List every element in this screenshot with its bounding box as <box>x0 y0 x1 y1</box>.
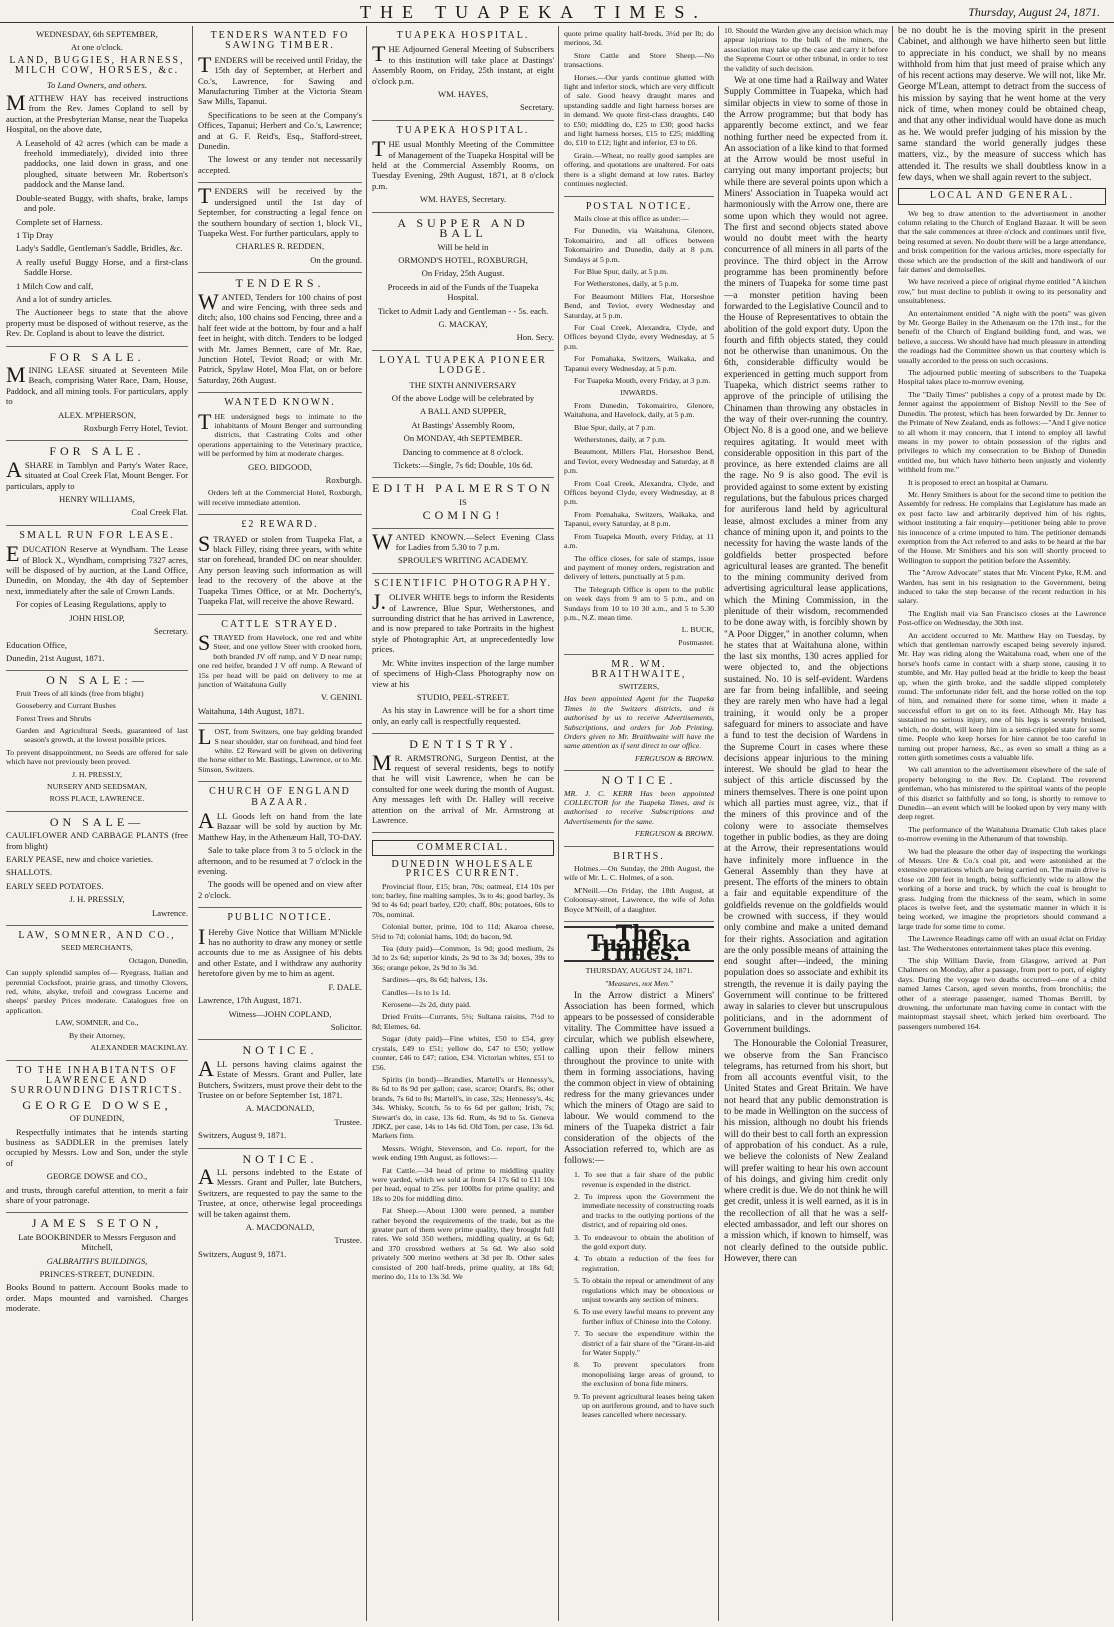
advert-body: ALL Goods left on hand from the late Bazaar will be sold by auction by Mr. Matthew Hay, in the Athenæum Hall, TO-DAY. <box>198 808 362 842</box>
advert-heading: TENDERS. <box>235 276 325 291</box>
advert-role: Postmaster. <box>678 637 714 647</box>
advert-mining-lease <box>6 347 188 442</box>
advert-cattle-strayed <box>198 615 362 725</box>
advert-body: THE usual Monthly Meeting of the Committee of Management of the Tuapeka Hospital will be held at the Commercial Assembly Rooms, on Tuesday Evening, 29th August, 1871, at 8 o'clock p.m. <box>372 136 554 191</box>
mail-inward: From Tuapeka Mouth, every Friday, at 11 a.m. <box>564 531 714 551</box>
advert-plants-seeds <box>6 812 188 926</box>
advert-body-2: For copies of Leasing Regulations, apply to <box>16 599 167 610</box>
advert-note: The Auctioneer begs to state that the above property must be disposed of without reserve, as the Rev. Dr. Copland is about to leave the district. <box>6 307 188 339</box>
advert-address: ROSS PLACE, LAWRENCE. <box>49 794 145 804</box>
advert-line: On Friday, 25th August. <box>421 268 505 279</box>
editorial-paragraph: We at one time had a Railway and Water Supply Committee in Tuapeka, which had similar objects in view to some of those in the Arrow programme; but that body has apparently become extinct, and we fear nothing further need be expected from it. An association of a like kind to that formed at the Arrow would be most useful in carrying out many important projects; but while there are several points upon which a Miners' Association in Tuapeka would act harmoniously with the Arrow one, there are some upon which they would not agree. The first and second objects stated above would no doubt meet with the hearty concurrence of all miners in all parts of the province. The third object in the Arrow programme has been prominently before the miners of Tuapeka for some time past—a monster petition having been forwarded to the Legislative Council and to the House of Representatives to obtain the abolition of the gold export duty. Upon the fourth and fifth objects stated, they could not be otherwise than unanimous. On the 6th, considerable difficulty would be experienced in getting much support from Tuapeka, which district seems rather to approve of the principle of utilising the Chinamen than throwing any obstacles in the way of their over-running the country. Object No. 8 is a good one, and we believe requires agitating. It would meet with considerable opposition in this part of the province, as here extended claims are all the rage. No 9 is also good. The evil is provided against to some extent by existing regulations, but the fabulous prices charged for auriferous land held by agricultural lease, almost excludes a miner from any chance of mining upon it, and points to the necessity for having the waste lands of the goldfields better prospected before agricultural leases are granted. The benefit to the mining community derived from advertising agricultural lease applications, which the Mining Commission, in the plenitude of their wisdom, recommended to be done away with, is forcibly shown by "A Poor Digger," in another column, when he states that at Waitahuna alone, within the last six months, 130 acres applied for were objected to, and the objections sustained. No. 10 is self-evident. Wardens are far from being infallible, and seeing they are rarely men who have had a legal training, it would only be a proper safeguard for miners to associate and have a fund to test the decision of Wardens in the Supreme Court in cases where these decisions appear injurious to the mining interest. We should be glad to hear the subject of this article discussed by the miners themselves. There is one point upon which all parties must agree, viz., that if the miners of this province and of the colony were to associate themselves together in public bodies, as they are doing at the Arrow, their representations would have infinitely more influence in the General Assembly than they have at present. The efforts of the miners to obtain a fair and equitable expenditure of the goldfields revenue on the goldfields would be crowned with success, if they would only combine and make a united demand for their rights. Association and agitation are the only possible means of attaining the end sought after—indeed, the mining population does so associate and exhibit its strength, the revenue it is daily paying the Government will continue to be frittered away in salaries to clever but unscrupulous politicians, and in the adornment of Government buildings. <box>724 76 888 1035</box>
news-item: The "Arrow Advocate" states that Mr. Vincent Pyke, R.M. and Warden, has sent in his resignation to the Government, being induced to take the step because of the recent reduction in his salary. <box>898 568 1106 606</box>
advert-heading: ON SALE— <box>49 814 145 829</box>
advert-signature: JOHN HISLOP, <box>69 612 125 623</box>
advert-address: Roxburgh Ferry Hotel, Teviot. <box>83 423 188 433</box>
advert-nursery-trees <box>6 671 188 811</box>
advert-body: Can supply splendid samples of— Ryegrass, Italian and perennial Cocksfoot, prairie grass, and timothy Clovers, red, white, alsyke, trefoil and cowgrass Lucerne and sheeps' parsley Prices moderate. Catalogues free on application. <box>6 968 188 1015</box>
list-item: 7. To secure the expenditure within the district of a fair share of the "Grant-in-aid for Water Supply." <box>574 1329 714 1358</box>
price-paragraph: Sardines—qrs, 8s 6d; halves, 13s. <box>382 975 488 985</box>
advert-collector-kerr <box>564 771 714 846</box>
advert-signature: SPROULE'S WRITING ACADEMY. <box>398 555 528 566</box>
advert-line: THE SIXTH ANNIVERSARY <box>409 379 517 390</box>
list-item: Lady's Saddle, Gentleman's Saddle, Bridles, &c. <box>16 243 183 254</box>
advert-heading: NOTICE. <box>242 1043 318 1058</box>
list-item: 1. To see that a fair share of the public revenue is expended in the district. <box>574 1170 714 1189</box>
column-rule <box>366 26 367 1621</box>
advert-witness: Witness—JOHN COPLAND, <box>228 1008 332 1019</box>
list-item: 5. To obtain the repeal or amendment of any regulations which may be obnoxious or unjust towards any section of miners. <box>574 1276 714 1304</box>
advert-signature: CHARLES R. REDDEN, <box>235 241 325 252</box>
advert-veterinary <box>198 393 362 515</box>
advert-spec: Specifications to be seen at the Company's Offices, Tapanui; Herbert and Co.'s, Lawrence; and at G. F. Reid's, Esq., Stafford-street, Dunedin. <box>198 109 362 152</box>
advert-time: At one o'clock. <box>71 42 123 53</box>
advert-lost-gelding <box>198 724 362 782</box>
advert-line: At Bastings' Assembly Room, <box>411 419 515 430</box>
advert-heading: LAW, SOMNER, AND CO., <box>18 930 176 942</box>
advert-note: Orders left at the Commercial Hotel, Roxburgh, will receive immediate attention. <box>198 488 362 507</box>
price-paragraph: Fat Cattle.—34 head of prime to middling quality were yarded, which we sold at from £4 17s 6d to £11 10s per head, equal to 25s. per 100lbs for prime quality; and 18s to 20s for middling ditto. <box>372 1165 554 1203</box>
section-heading: COMMERCIAL. <box>372 840 554 855</box>
advert-body: MATTHEW HAY has received instructions from the Rev. James Copland to sell by auction, at the Presbyterian Manse, near the Tuapeka Hospital, on the above date, <box>6 90 188 135</box>
advert-body: WANTED, Tenders for 100 chains of post and wire Fencing, with three seds and ditch; also, 100 chains sod Fencing, three and a half feet wide at the bottom, by four and a half feet in height, with ditch. Tenders to be lodged with Mr. James Bennett, care of Mr. Rae, Junction Hotel, Teviot Road; or with Mr. Patrick, Spylaw Hotel, Moa Flat, on or before Saturday, 26th August. <box>198 288 362 385</box>
price-paragraph: Dried Fruits—Currants, 5½; Sultana raisins, 7½d to 8d; Elemes, 6d. <box>372 1012 554 1031</box>
price-paragraph: Candles—1s to 1s 1d. <box>382 987 451 997</box>
price-paragraph: Kerosene—2s 2d, duty paid. <box>382 1000 471 1010</box>
advert-notice-claims <box>198 1040 362 1148</box>
advert-reward-filley <box>198 515 362 614</box>
mail-outward: For Beaumont Millers Flat, Horseshoe Bend, and Teviot, every Wednesday and Saturday, at 5 p.m. <box>564 291 714 320</box>
advert-tenders-fencing <box>198 273 362 393</box>
advert-heading: FOR SALE. <box>49 349 145 364</box>
postal-notice <box>564 197 714 656</box>
mail-outward: For Dunedin, via Waitahuna, Glenore, Tokomairiro, and all offices between Tokomairiro and Dunedin, daily at 8 p.m. Sundays at 5 p.m. <box>564 226 714 264</box>
advert-address: PRINCES-STREET, DUNEDIN. <box>39 1269 155 1279</box>
advert-role: Hon. Secy. <box>516 332 554 343</box>
mail-outward: For Pomahaka, Switzers, Waikaka, and Tapanui every Wednesday, at 5 p.m. <box>564 354 714 373</box>
advert-body: IHereby Give Notice that William M'Nickle has no authority to draw any money or settle accounts due to me as Assignee of his debts and other Estate, and I withdraw any authority heretofore given by me to him as agent. <box>198 923 362 979</box>
advert-bazaar <box>198 782 362 908</box>
advert-signature: WM. HAYES, <box>437 89 489 100</box>
newspaper-title: THE TUAPEKA TIMES. <box>360 2 707 22</box>
advert-signature: A. MACDONALD, <box>245 1103 315 1114</box>
column-rule <box>558 26 559 1621</box>
news-item: The "Daily Times" publishes a copy of a protest made by Dr. Jenner against the appointment of Bishop Nevill to the See of Dunedin. The protest, which has been forwarded by Dr. Jenner to the Primate of New Zealand, ends as follows:—"And I give notice to all whom it may concern, that I intend to employ all lawful means in my power to obtain possession of the rights and privileges to which my consecration to be Bishop of Dunedin entitled me, but which have hitherto been unjustly and violently withheld from me." <box>898 389 1106 475</box>
editorial-paragraph: be no doubt he is the moving spirit in the present Cabinet, and although we have hitherto seen but little to appreciate in his conduct, we shall by no means withhold from him that just meed of praise which any of his recent actions may deserve. We will not, like Mr. George M'Lean, attempt to detract from the success of his mission by saying that he went home at the very nick of time, when money could be obtained cheap, and that any other individual would have done as much as he. We would prefer judging of his mission by the same standard the world generally judges these matters, viz., by the measure of success which has attended it. The results we shall doubtless know in a few days, when we shall again revert to the subject. <box>898 26 1106 183</box>
advert-body: MR. J. C. KERR Has been appointed COLLECTOR for the Tuapeka Times, and is authorised to receive Subscriptions and Advertisements for the same. <box>564 788 714 826</box>
mail-outward: For Wetherstones, daily, at 5 p.m. <box>574 279 679 289</box>
advert-close: and trusts, through careful attention, to merit a fair share of your patronage. <box>6 1184 188 1205</box>
advert-heading: LAND, BUGGIES, HARNESS, MILCH COW, HORSES, &c. <box>9 54 185 77</box>
price-paragraph: Grain.—Wheat, no really good samples are offering, and quotations are unaltered. For oats there is a slight demand at low rates. Barley continues neglected. <box>564 150 714 189</box>
advert-address: Octagon, Dunedin, <box>128 955 188 965</box>
advert-line: On MONDAY, 4th SEPTEMBER. <box>403 433 523 444</box>
advert-name: JAMES SETON, <box>31 1216 163 1231</box>
mail-inward: Wetherstones, daily, at 7 p.m. <box>574 435 666 445</box>
advert-signature: L. BUCK, <box>681 625 714 635</box>
advert-office: Education Office, <box>6 639 67 650</box>
price-paragraph: Horses.—Our yards continue glutted with light and inferior stock, which are very difficult of sale. Good heavy draught mares and upstanding saddle and light harness horses are in demand. We quote first-class draughts, £40 to £50; middling do, £25 to £30; good hacks and light harness horses, £15 to £25; middling do, £10 to £12; light and inferior, £3 to £6. <box>564 72 714 148</box>
list-item: Garden and Agricultural Seeds, guaranteed of last season's growth, at the lowest possible prices. <box>16 725 188 745</box>
advert-note: The lowest or any tender not necessarily accepted. <box>198 154 362 175</box>
advert-line: Of the above Lodge will be celebrated by <box>391 392 535 403</box>
editorial-date: THURSDAY, AUGUST 24, 1871. <box>585 966 693 976</box>
newspaper-logo: The Tuapeka Times. <box>564 926 714 962</box>
column-rule <box>718 26 719 1621</box>
advert-signature: FERGUSON & BROWN. <box>634 753 714 763</box>
advert-body: MR. ARMSTRONG, Surgeon Dentist, at the request of several residents, begs to notify that he will visit Lawrence, when he can be consulted for one week during the month of August. Any messages left with Dr. Halley will receive attention on the arrival of Mr. Armstrong at Lawrence. <box>372 749 554 825</box>
issue-date: Thursday, August 24, 1871. <box>968 5 1100 19</box>
advert-water-race-share <box>6 441 188 525</box>
advert-body: ALL persons indebted to the Estate of Messrs. Grant and Puller, late Butchers, Switzers, are requested to pay the same to the Trustee, at once, otherwise legal proceedings will be taken against them. <box>198 1163 362 1219</box>
list-item: 3. To endeavour to obtain the abolition of the gold export duty. <box>574 1232 714 1251</box>
news-item: We had the pleasure the other day of inspecting the workings of Messrs. Ure & Co.'s coal pit, and were astonished at the extensive operations which are being carried on. The main drive is close on 200 feet in length, being sufficiently wide to allow the working of a horse and truck, by which the coal is brought to grass. Judging from the thickness of the seam, which in some places is twelve feet, and the systematic manner in which it is being worked, we imagine the proprietors should command a large trade for some time to come. <box>898 846 1106 931</box>
list-item: 9. To prevent agricultural leases being taken up on auriferous ground, and to have such leases cancelled where necessary. <box>574 1391 714 1420</box>
section-subheading: DUNEDIN WHOLESALE PRICES CURRENT. <box>391 858 535 880</box>
advert-signature: FERGUSON & BROWN. <box>634 829 714 839</box>
advert-signature: J. H. PRESSLY, <box>69 894 125 905</box>
news-item: The Lawrence Readings came off with an usual éclat on Friday last. The Wetherstones entertainment takes place this evening. <box>898 934 1106 953</box>
advert-body: LOST, from Switzers, one bay gelding branded S near shoulder, star on forehead, and hind feet white. £2 Reward will be given on delivering the horse either to Mr. Bastings, Lawrence, or to Mr. Simson, Switzers. <box>198 724 362 774</box>
advert-line: Ticket to Admit Lady and Gentleman - - 5s. each. <box>377 305 549 316</box>
advert-heading: SMALL RUN FOR LEASE. <box>19 529 175 541</box>
list-item: EARLY PEASE, new and choice varieties. <box>6 854 154 864</box>
column-2 <box>194 26 366 1621</box>
advert-date: Dunedin, 21st August, 1871. <box>6 652 105 663</box>
advert-goods: The goods will be opened and on view after 2 o'clock. <box>198 879 362 900</box>
advert-of: OF DUNEDIN, <box>69 1113 125 1124</box>
mail-inward: From Pomahaka, Switzers, Waikaka, and Tapanui, every Saturday, at 8 p.m. <box>564 509 714 529</box>
advert-public-notice <box>198 908 362 1040</box>
news-item: The adjourned public meeting of subscribers to the Tuapeka Hospital takes place to-morrow evening. <box>898 368 1106 387</box>
advert-lodge-anniversary <box>372 351 554 479</box>
advert-heading: £2 REWARD. <box>241 519 319 531</box>
column-1 <box>2 26 192 1621</box>
mail-inward: From Coal Creek, Alexandra, Clyde, and Offices beyond Clyde, every Wednesday, at 8 p.m. <box>564 478 714 507</box>
news-item: The English mail via San Francisco closes at the Lawrence Post-office on Wednesday, the 30th inst. <box>898 608 1106 628</box>
advert-body: Has been appointed Agent for the Tuapeka Times in the Switzers districts, and is authorised by us to receive Advertisements, Subscriptions, and orders for Job Printing. Orders given to Mr. Braithwaite will have the same attention as if sent direct to our office. <box>564 694 714 751</box>
advert-line: Proceeds in aid of the Funds of the Tuapeka Hospital. <box>387 281 539 303</box>
advert-date: Switzers, August 9, 1871. <box>198 1248 287 1259</box>
advert-heading: EDITH PALMERSTON <box>372 481 554 496</box>
advert-signature: LAW, SOMNER, and Co., <box>55 1018 139 1028</box>
advert-line: Will be held in <box>437 241 489 252</box>
advert-dentistry <box>372 734 554 833</box>
advert-writing-academy <box>372 529 554 574</box>
advert-heading: SCIENTIFIC PHOTOGRAPHY. <box>374 577 552 589</box>
advert-heading: DENTISTRY. <box>409 737 517 752</box>
advert-address: SWITZERS, <box>618 681 660 691</box>
column-6 <box>894 26 1110 1621</box>
advert-line: A BALL AND SUPPER, <box>419 406 507 417</box>
advert-role: Trustee. <box>334 1116 362 1127</box>
advert-body: Books Bound to pattern. Account Books made to order. Maps mounted and varnished. Charges moderate. <box>6 1282 188 1314</box>
advert-heading: LOYAL TUAPEKA PIONEER LODGE. <box>379 354 547 377</box>
price-paragraph: Provincial flour, £15; bran, 70s; oatmeal, £14 10s per ton; barley, fine malting samples, 3s to 4s; good barley, 3s 9d to 4s 6d; pearl barley, £20; chaff, 80s; potatoes, 60s to 70s, nominal. <box>372 881 554 919</box>
advert-body: TENDERS will be received by the undersigned until the 1st day of September, for constructing a legal fence on the southern boundary of section 1, block VI., Tuapeka West. For further particulars, apply to <box>198 183 362 238</box>
advert-auction-copland <box>6 26 188 347</box>
price-paragraph: Tea (duty paid)—Common, 1s 9d; good medium, 2s 3d to 2s 6d; superior kinds, 2s 9d to 3s 3d; boxes, 39s to 36s; orange pekoe, 2s 9d to 3s 3d. <box>372 944 554 972</box>
list-item: 10. Should the Warden give any decision which may appear injurious to the bulk of the miners, the association may take up the case and carry it before the Supreme Court or other tribunal, in order to test the validity of such decision. <box>724 26 889 73</box>
mail-outward: For Coal Creek, Alexandra, Clyde, and Offices beyond Clyde, every Wednesday, at 5 p.m. <box>564 322 714 351</box>
mail-outward: For Blue Spur, daily, at 5 p.m. <box>574 266 669 276</box>
advert-date: WEDNESDAY, 6th SEPTEMBER, <box>36 29 158 39</box>
advert-body: Respectfully intimates that he intends starting business as SADDLER in the premises lately occupied by Messrs. Low and Son, under the style of <box>6 1126 188 1168</box>
mail-inward: From Dunedin, Tokomairiro, Glenore, Waitahuna, and Havelock, daily, at 5 p.m. <box>564 400 714 420</box>
list-item: EARLY SEED POTATOES. <box>6 880 104 891</box>
inwards-heading: INWARDS. <box>620 388 658 398</box>
list-item: 1 Tip Dray <box>16 229 54 240</box>
advert-signature: A. MACDONALD, <box>245 1222 315 1232</box>
editorial-paragraph: In the Arrow district a Miners' Association has been formed, which appears to be possessed of considerable vitality. The Committee have issued a circular, which we publish elsewhere, calling upon their fellow miners throughout the province to unite with them in forming associations, having the common object in view of obtaining redress for the many grievances under which the miners of Otago are said to labour. We would commend to the miners of the Tuapeka district a fair consideration of the objects of the Association referred to, which are as follows:— <box>564 991 714 1167</box>
list-item: Forest Trees and Shrubs <box>16 713 92 723</box>
list-item: 4. To obtain a reduction of the fees for registration. <box>574 1254 714 1273</box>
advert-heading: TUAPEKA HOSPITAL. <box>396 124 530 136</box>
advert-notice-indebted <box>198 1149 362 1267</box>
advert-style: GEORGE DOWSE and CO., <box>46 1171 148 1182</box>
price-paragraph: Fat Sheep.—About 1300 were penned, a number rather beyond the requirements of the trade, but as the greater part of them were prime quality, they brought full rates. We sold 350 wethers, middling quality, at 6s 6d; and 370 crossbred wethers at 5s 6d. We also sold privately 500 merino wethers at 3d per lb. Other sales consisted of 200 half-breds, prime quality, at 18s 6d; merino do, 11s to 13s 3d. We <box>372 1206 554 1282</box>
advert-hospital-monthly <box>372 121 554 213</box>
birth-entry: M'Neill.—On Friday, the 18th August, at Coloonsay-street, Lawrence, the wife of John Boyce M'Neill, of a daughter. <box>564 885 714 914</box>
advert-signature: GEO. BIDGOOD, <box>248 461 312 472</box>
news-item: Mr. Henry Smithers is about for the second time to petition the Assembly for redress. He complains that Legislature has made an ex post facto law and arbitrarily deprived him of his rights, without instituting a fair enquiry—petitioner being able to prove his innocence of a crime imputed to him. The petitioner demands exemption from the Act referred to and asks to be heard at the bar of the House. Mr Smithers and his son will shortly proceed to Wellington to support the petition before the Assembly. <box>898 489 1106 565</box>
advert-date: Lawrence, 17th August, 1871. <box>198 995 302 1006</box>
list-item: 2. To impress upon the Government the immediate necessity of constructing roads and tracks to the outlying portions of the district, and of repairing old ones. <box>574 1191 714 1230</box>
list-item: Fruit Trees of all kinds (free from blight) <box>16 688 144 698</box>
advert-heading: NOTICE. <box>242 1151 318 1166</box>
advert-subheading: SEED MERCHANTS, <box>61 943 133 953</box>
postal-note: The office closes, for sale of stamps, issue and payment of money orders, registration and delivery of letters, punctually at 5 p.m. <box>564 553 714 582</box>
advert-heading: MR. WM. BRAITHWAITE, <box>591 659 687 680</box>
advert-signature: V. GENINI. <box>320 692 362 703</box>
advert-body: TENDERS will be received until Friday, the 15th day of September, at Herbert and Co.'s, Lawrence, for Sawing and Manufacturing Timber at the Victoria Steam Saw Mills, Tapanui. <box>198 51 362 107</box>
advert-address: Coal Creek Flat. <box>131 507 188 518</box>
advert-signature: HENRY WILLIAMS, <box>59 494 135 505</box>
list-item: A Leasehold of 42 acres (which can be made a freehold immediately), divided into three paddocks, one laid down in grass, and one ploughed, situate between Mr. Robertson's paddock and the Manse land. <box>16 137 188 190</box>
advert-edith-palmerston <box>372 478 554 528</box>
advert-heading: A SUPPER AND BALL <box>397 215 529 241</box>
price-paragraph: quote prime quality half-breds, 3½d per lb; do merinos, 3d. <box>564 29 714 48</box>
births-notice <box>564 847 714 922</box>
advert-role: Trustee. <box>334 1235 362 1246</box>
advert-heading: CHURCH OF ENGLAND BAZAAR. <box>209 786 351 808</box>
advert-supper-ball <box>372 213 554 351</box>
advert-body: WANTED KNOWN.—Select Evening Class for Ladies from 5.30 to 7 p.m. <box>372 528 554 554</box>
advert-name: GEORGE DOWSE, <box>22 1097 172 1112</box>
advert-by: By their Attorney, <box>68 1030 125 1040</box>
advert-heading: WANTED KNOWN. <box>224 397 336 409</box>
column-rule <box>192 26 193 1621</box>
list-item: CAULIFLOWER AND CABBAGE PLANTS (free from blight) <box>6 830 188 851</box>
advert-body: THE undersigned begs to intimate to the inhabitants of Mount Benger and surrounding districts, that Castrating Colts and other operations appertaining to the Veterinary practice, will be performed by him at moderate charges. <box>198 408 362 459</box>
news-item: We beg to draw attention to the advertisement in another column relating to the Church of England Bazaar. It will be seen that the sale commences at three o'clock and continues until five, being resumed at seven. No doubt there will be a large attendance, and brisk competition for the various articles, more especially for those which are the production of the skill and handiwork of our fair dames' and demoiselles. <box>898 208 1106 274</box>
advert-role: Solicitor. <box>330 1021 362 1032</box>
mail-outward: For Tuapeka Mouth, every Friday, at 3 p.m. <box>574 376 711 385</box>
column-5 <box>720 26 892 1621</box>
news-item: An accident occurred to Mr. Matthew Hay on Tuesday, by which that gentleman narrowly escaped being severely injured. Mr. Hay was riding along the Waitahuna road, when one of the horse's hoofs came in contact with a sharp stone, causing it to stumble, and Mr. Hay pulled head at the bridle to keep the beast up, when the girth broke, and the saddle slipped completely round. The unfortunate rider fell, and the horse rolled on the top of him, and remained there for some time, when it made a successful effort to get on to its feet. Although Mr. Hay has sustained no serious injury, one of his legs is severely bruised, which, no doubt, will keep him in a semi-crippled state for some time. People who keep horses for hire cannot be too careful in turning out proper harness, &c., as even so small a thing as a rotten girth sometimes costs a valuable life. <box>898 630 1106 762</box>
advert-body: EDUCATION Reserve at Wyndham. The Lease of Block X., Wyndham, comprising 7327 acres, will be disposed of by auction, at the Land Office, Dunedin, on Monday, the 4th day of September next, immediately after the sale of Crown Lands. <box>6 541 188 596</box>
auction-item-list <box>6 138 188 305</box>
price-paragraph: Store Cattle and Store Sheep.—No transactions. <box>564 50 714 70</box>
advert-date: Switzers, August 9, 1871. <box>198 1130 287 1141</box>
masthead <box>0 0 1114 23</box>
mail-inward: Blue Spur, daily, at 7 p.m. <box>574 422 656 432</box>
advert-signature: ALEX. M'PHERSON, <box>58 409 136 420</box>
commercial-section <box>372 833 554 1288</box>
advert-role: Secretary. <box>153 626 188 637</box>
advert-heading: POSTAL NOTICE. <box>585 200 693 212</box>
price-paragraph: Sugar (duty paid)—Fine whites, £50 to £54, grey crystals, £49 to £51; yellow do, £47 to £50; yellow counter, £46 to £47; ration, £34. Victorian whites, £51 to £56. <box>372 1034 554 1072</box>
news-item: An entertainment entitled "A night with the poets" was given by Mr. George Bailey in the Athenæum on the 17th inst., for the benefit of the Church of England building fund, and was, we believe, a success. We should have had much pleasure in attending the readings had the Committee shown us that courtesy which is usually accorded to the press on such occasions. <box>898 308 1106 365</box>
advert-heading: ON SALE:— <box>46 673 148 688</box>
list-item: Gooseberry and Currant Bushes <box>16 701 116 711</box>
advert-agent-braithwaite <box>564 655 714 771</box>
advert-heading: CATTLE STRAYED. <box>221 618 339 630</box>
advert-line: Tickets:—Single, 7s 6d; Double, 10s 6d. <box>393 460 533 470</box>
editorial-motto: "Measures, not Men." <box>604 978 674 988</box>
advert-role: Secretary. <box>519 102 554 113</box>
section-heading: LOCAL AND GENERAL. <box>898 188 1106 204</box>
price-paragraph: Colonial butter, prime, 10d to 11d; Akaroa cheese, 5½d to 7d; colonial hams, 10d; do bacon, 9d. <box>372 922 554 941</box>
advert-sale: Sale to take place from 3 to 5 o'clock in the afternoon, and to be resumed at 7 o'clock in the evening. <box>198 845 362 877</box>
advert-address: Roxburgh. <box>325 475 362 486</box>
commercial-continued <box>564 26 714 197</box>
advert-subheading: To Land Owners, and others. <box>47 79 147 90</box>
advert-attorney: ALEXANDER MACKINLAY. <box>90 1043 188 1053</box>
advert-heading: TUAPEKA HOSPITAL. <box>396 30 530 41</box>
news-item: The ship William Davie, from Glasgow, arrived at Port Chalmers on Monday, after a passage, from port to port, of eighty days. During the voyage two deaths occurred—one of a child named James Carson, aged seven months, from bronchitis; the other of a steerage passenger, named Thomas Berrill, by drowning, the unfortunate man having come in contact with the maintopmast staysail sheet, which jerked him overboard. The passengers numbered 164. <box>898 956 1106 1031</box>
advert-body-3: As his stay in Lawrence will be for a short time only, an early call is respectfully requested. <box>372 705 554 726</box>
advert-tenders-fence <box>198 183 362 273</box>
postal-note: The Telegraph Office is open to the public on week days from 9 am to 5 p.m., and on Sundays from 10 to 10 30 a.m., and 5 to 5.30 p.m., N.Z. mean time. <box>564 584 714 622</box>
advert-body: ASHARE in Tamblyn and Party's Water Race, situated at Coal Creek Flat, Mount Benger. For particulars, apply to <box>6 456 188 491</box>
list-item: Complete set of Harness. <box>16 216 103 227</box>
news-item: We call attention to the advertisement elsewhere of the sale of property belonging to the Rev. Dr. Copland. The reverend gentleman, who has ministered to the spiritual wants of the people of this district so faithfully and so long, is shortly to remove to Dunedin—an event which will be looked upon by very many with deep regret. <box>898 765 1106 822</box>
advert-run-lease <box>6 526 188 671</box>
advert-date: Waitahuna, 14th August, 1871. <box>198 705 305 716</box>
advert-firm: NURSERY AND SEEDSMAN, <box>46 781 147 791</box>
advert-heading: PUBLIC NOTICE. <box>227 912 333 924</box>
birth-entry: Holmes.—On Sunday, the 20th August, the wife of Mr. L. C. Holmes, of a son. <box>564 864 714 883</box>
advert-signature: G. MACKAY, <box>438 318 488 329</box>
advert-heading: TO THE INHABITANTS OF LAWRENCE AND SURROUNDING DISTRICTS. <box>10 1064 184 1097</box>
column-rule <box>892 26 893 1621</box>
list-item: And a lot of sundry articles. <box>16 293 112 304</box>
advert-signature: WM. HAYES, Secretary. <box>419 194 507 205</box>
mail-inward: Beaumont, Millers Flat, Horseshoe Bend, and Teviot, every Wednesday and Saturday, at 8 p.m. <box>564 447 714 476</box>
advert-heading: TENDERS WANTED FO SAWING TIMBER. <box>210 30 350 52</box>
price-paragraph: Messrs. Wright, Stevenson, and Co. report, for the week ending 19th August, as follows:— <box>372 1143 554 1163</box>
list-item: A really useful Buggy Horse, and a first-class Saddle Horse. <box>16 256 188 278</box>
advert-body: STRAYED or stolen from Tuapeka Flat, a black Filley, rising three years, with white star on forehead, branded DC on near shoulder. Any person leaving such information as will lead to the recovery of the above at the Tuapeka Times Office, or at Mr. Docherty's, Tuapeka Flat, will receive the above Reward. <box>198 530 362 607</box>
column-4 <box>560 26 718 1621</box>
editorial-paragraph: The Honourable the Colonial Treasurer, we observe from the San Francisco telegrams, has returned from his short, but from all accounts eventful visit, to the United States and Great Britain. We have not heard that any public demonstration is to be made in Wellington on the success of his mission, although no doubt his friends will do their best to call forth an expression of approbation of his conduct. As a rule, we believe the colonists of New Zealand will prefer waiting to hear his own account of his doings, and giving him credit only where credit is due. We do not think he will get credit, unless it is well earned, as it is in the recollection of all that he was a self-elected ambassador, and left our shores on a mission which, if known to himself, was not clearly defined to the outside public. However, there can <box>724 1039 888 1264</box>
advert-address: Lawrence. <box>151 907 188 918</box>
advert-building: GALBRAITH'S BUILDINGS, <box>46 1255 148 1266</box>
advert-heading: FOR SALE. <box>49 444 145 459</box>
advert-tenders-timber <box>198 26 362 183</box>
advert-address: On the ground. <box>310 254 362 265</box>
sale-item-list <box>6 689 188 745</box>
advert-saddler <box>6 1061 188 1214</box>
advert-heading: BIRTHS. <box>613 850 665 862</box>
news-item: It is proposed to erect an hospital at Oamaru. <box>908 477 1049 487</box>
list-item: 6. To use every lawful means to prevent any further influx of Chinese into the Colony. <box>574 1307 714 1326</box>
price-paragraph: Spirits (in bond)—Brandies, Martell's or Hennessy's, 8s 6d to 8s 9d per gallon; case, scarce; Otard's, 8s; other brands, 7s 6d to 8s; Martell's, in case, 32s; Hennessy's, 4s; 34s. Whisky, Scotch, 5s to 6s 6d per gallon; Irish, 7s; Stewart's do, in case, 13s 6d. Rum, 4s 9d to 5s. Geneva JDKZ, per case, 14s to 14s 6d. Old Tom, per case, 13s 6d. Markets firm. <box>372 1074 554 1141</box>
advert-heading: NOTICE. <box>601 773 677 788</box>
advert-signature: J. H. PRESSLY, <box>72 769 122 779</box>
advert-body: THE Adjourned General Meeting of Subscribers to this institution will take place at Dastings' Assembly Room, on Friday, 25th instant, at eight o'clock p.m. <box>372 41 554 86</box>
advert-bookbinder <box>6 1213 188 1320</box>
advert-studio: STUDIO, PEEL-STREET. <box>416 691 510 702</box>
list-item: 8. To prevent speculators from monopolising large areas of ground, to the exclusion of bona fide miners. <box>574 1360 714 1389</box>
advert-hospital-meeting <box>372 26 554 121</box>
advert-body: J.OLIVER WHITE begs to inform the Residents of Lawrence, Blue Spur, Wetherstones, and surrounding district that he has arrived in Lawrence, and is now prepared to take Portraits in the highest style of Photographic Art, at unprecedentedly low prices. <box>372 589 554 655</box>
column-3 <box>368 26 558 1621</box>
list-item: Double-seated Buggy, with shafts, brake, lamps and pole. <box>16 192 188 214</box>
advert-body: ALL persons having claims against the Estate of Messrs. Grant and Puller, late Butchers, Switzers, must prove their debt to the Trustee on or before September 1st, 1871. <box>198 1055 362 1100</box>
postal-intro: Mails close at this office as under:— <box>574 213 689 223</box>
list-item: 1 Milch Cow and calf, <box>16 280 94 291</box>
advert-signature: F. DALE. <box>328 981 362 992</box>
association-objects-list <box>564 1170 714 1420</box>
advert-photography <box>372 574 554 734</box>
local-news-list <box>898 209 1106 1032</box>
advert-body: MINING LEASE situated at Seventeen Mile Beach, comprising Water Race, Dam, House, Paddock, and all mining tools. For particulars, apply to <box>6 361 188 407</box>
news-item: The performance of the Waitahuna Dramatic Club takes place to-morrow evening in the Athenæum of that township. <box>898 824 1106 844</box>
advert-line: IS <box>459 496 467 507</box>
editorial-section <box>564 921 714 1420</box>
advert-body: STRAYED from Havelock, one red and white Steer, and one yellow Steer with crooked horn, both branded JV off rump, and V D near rump; one red heifer, branded J V off rump. A Reward of 15s per head will be paid on delivery to me at junction of Waitahuna Gully <box>198 629 362 689</box>
advert-seed-merchants <box>6 926 188 1060</box>
list-item: SHALLOTS. <box>6 867 53 878</box>
advert-note: To prevent disappointment, no Seeds are offered for sale which have not previously been proved. <box>6 747 188 767</box>
advert-line: Dancing to commence at 8 o'clock. <box>402 446 524 457</box>
news-item: We have received a piece of original rhyme entitled "A kitchen row," but must decline to publish it owing to its personality and unsuitableness. <box>898 277 1106 306</box>
advert-body-2: Mr. White invites inspection of the large number of specimens of High-Class Photography now on view at his <box>372 657 554 689</box>
advert-line: Late BOOKBINDER to Messrs Ferguson and Mitchell, <box>18 1231 176 1253</box>
advert-line: ORMOND'S HOTEL, ROXBURGH, <box>398 254 528 265</box>
advert-line: COMING! <box>422 508 504 523</box>
